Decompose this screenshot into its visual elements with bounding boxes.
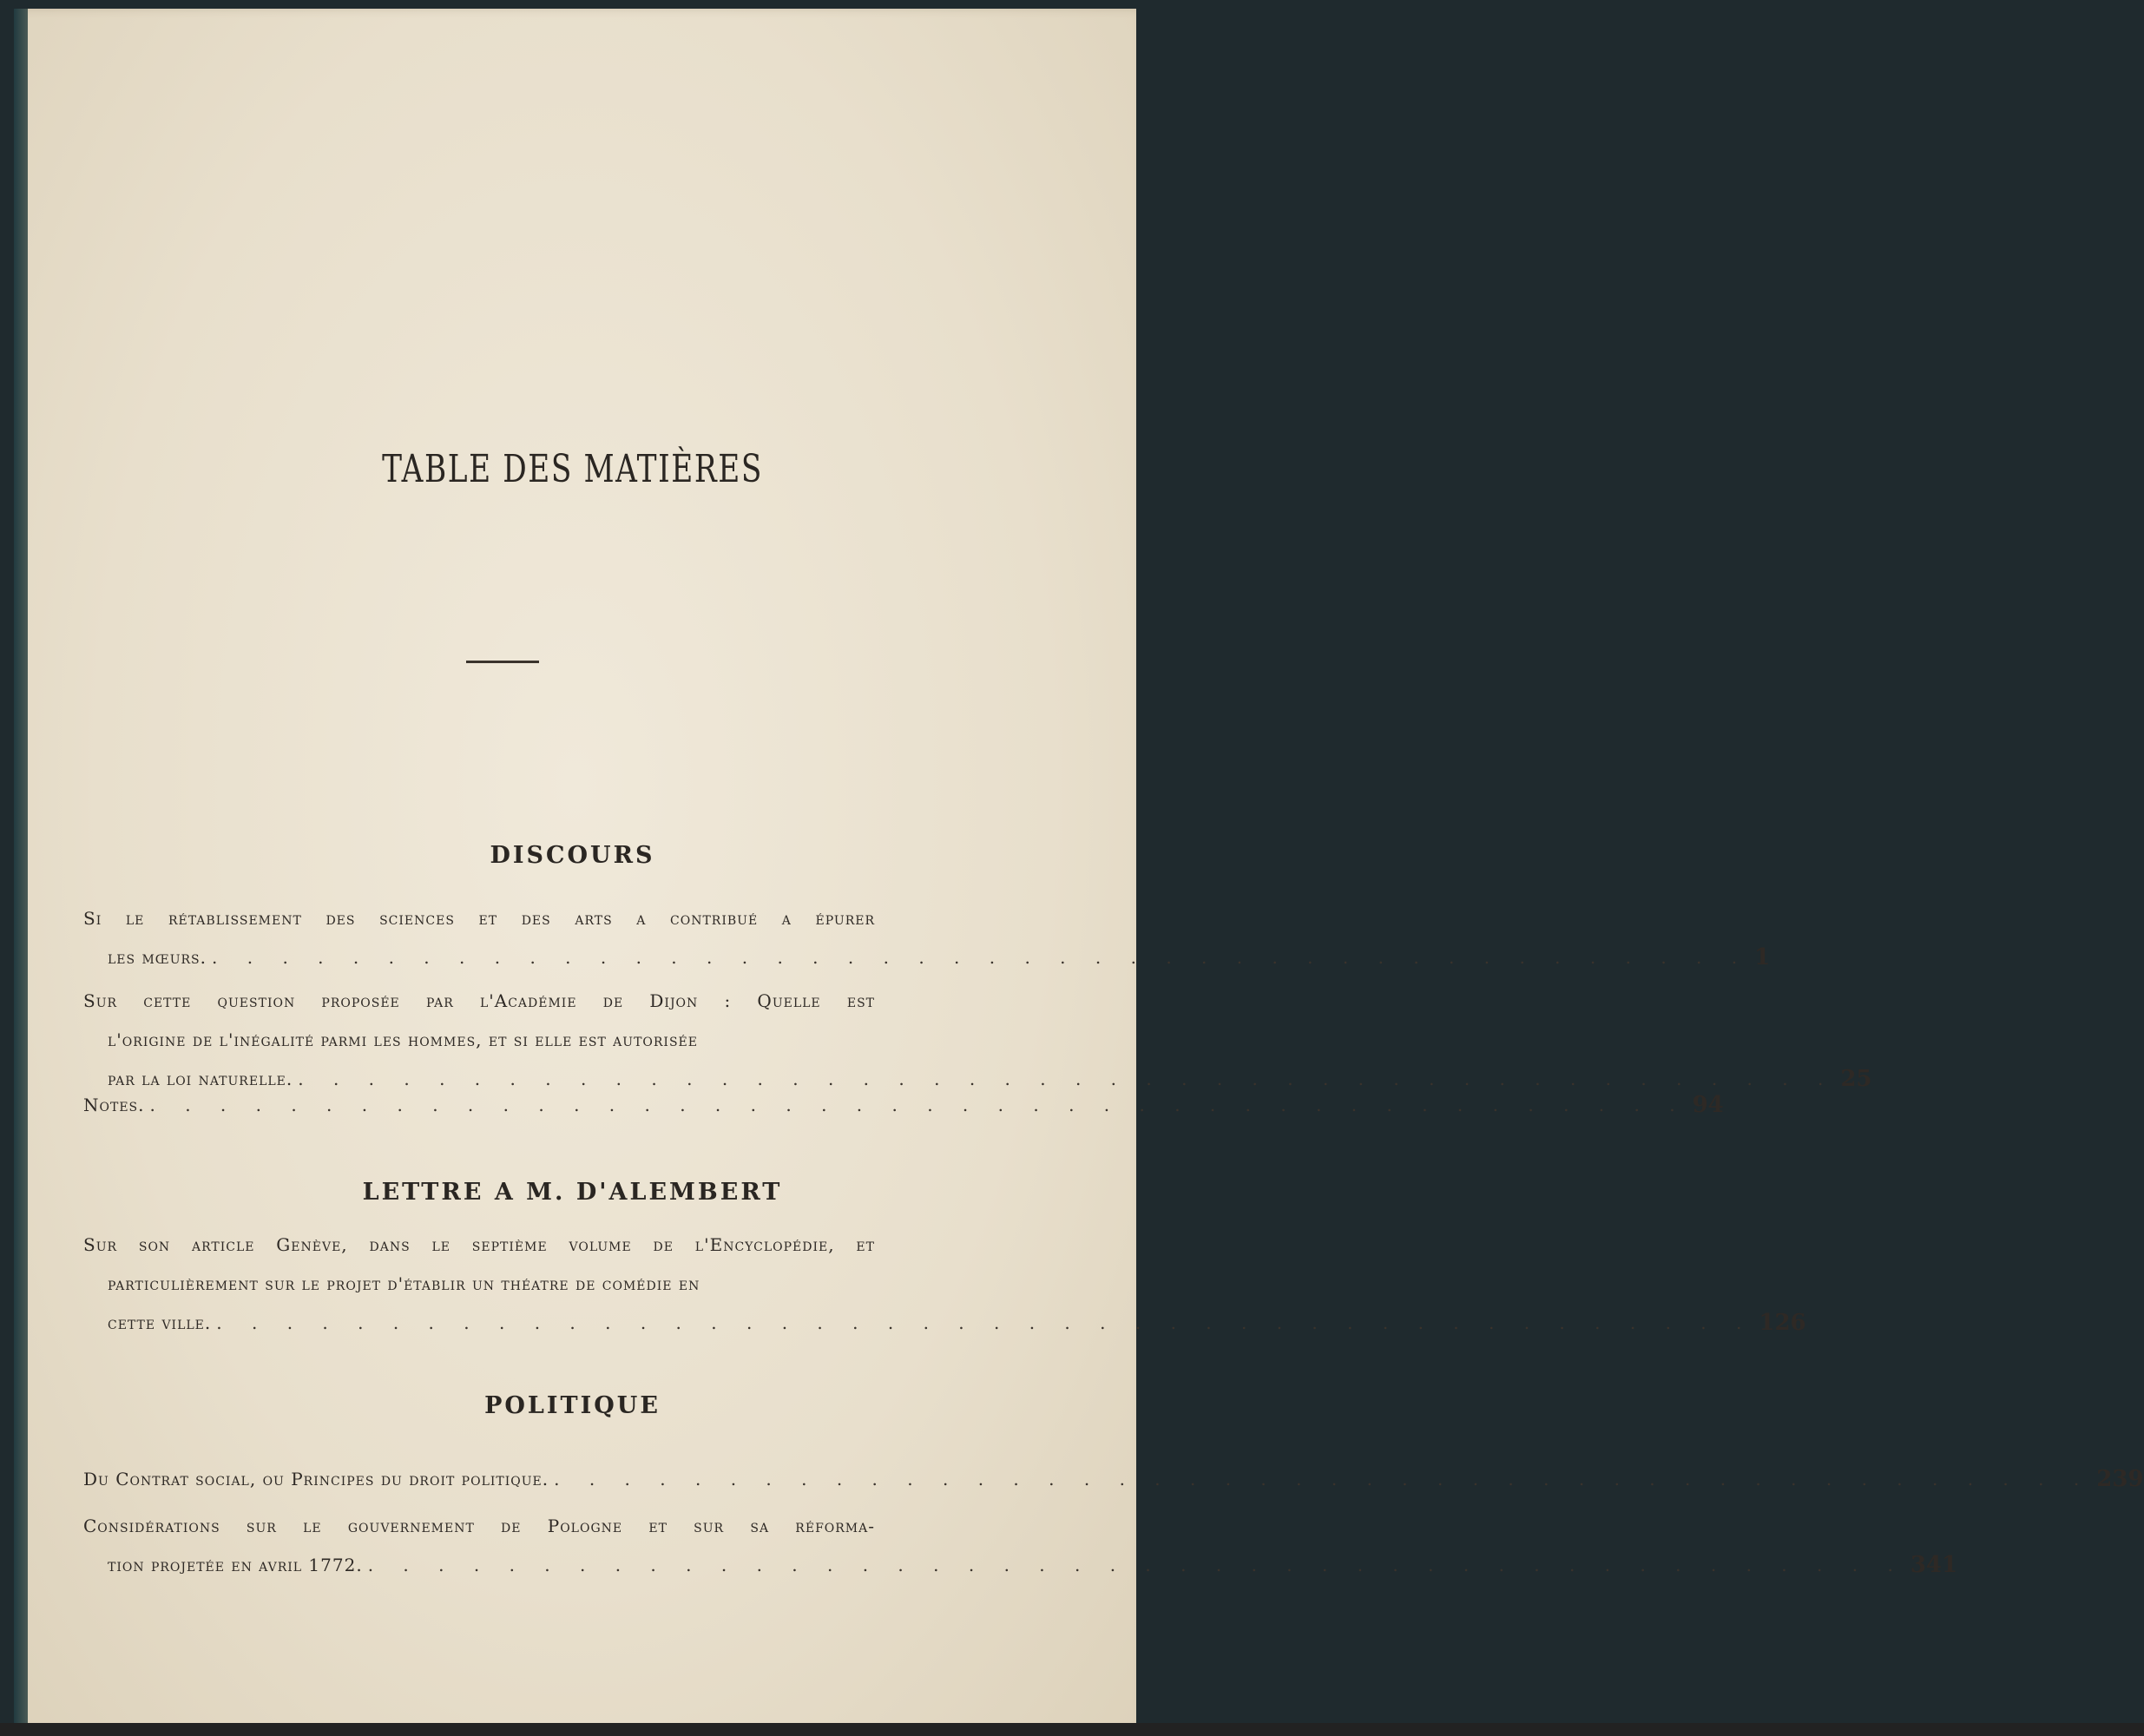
title-rule [466, 661, 539, 663]
page-number: 94 [1692, 1092, 1724, 1118]
page-number: 1 [1754, 944, 1771, 970]
entry-line: Du Contrat social, ou Principes du droit politique. [83, 1469, 549, 1489]
entry-line: Sur son article Genève, dans le septième volume de l'Encyclopédie, et [83, 1234, 875, 1255]
page-bottom-edge [0, 1723, 2144, 1736]
book-binding [14, 9, 28, 1732]
entry-line: Notes. [83, 1095, 145, 1115]
entry-line: Considérations sur le gouvernement de Pologne et sur sa réforma- [83, 1516, 875, 1536]
entry-line: les mœurs. [108, 947, 207, 968]
leader-dots: . . . . . . . . . . . . . . . . . . . . . . . . . . . . . . . . . . . . . . . . . . . . [554, 1469, 2092, 1489]
page-number: 126 [1759, 1310, 1806, 1336]
leader-dots: . . . . . . . . . . . . . . . . . . . . . . . . . . . . . . . . . . . . . . . . . . . . [216, 1312, 1754, 1333]
entry-line: particulièrement sur le projet d'établir un théatre de comédie en [108, 1273, 700, 1294]
toc-entry [83, 1460, 2144, 1499]
leader-dots: . . . . . . . . . . . . . . . . . . . . . . . . . . . . . . . . . . . . . . . . . . . . [212, 947, 1750, 968]
entry-line: cette ville. [108, 1312, 212, 1333]
leader-dots: . . . . . . . . . . . . . . . . . . . . . . . . . . . . . . . . . . . . . . . . . . . . [367, 1555, 1905, 1575]
page-title: TABLE DES MATIÈRES [382, 447, 763, 491]
section-heading-politique: POLITIQUE [484, 1392, 661, 1419]
toc-entry [83, 1226, 1806, 1343]
toc-entry [83, 1507, 1958, 1585]
entry-line: l'origine de l'inégalité parmi les hommes, et si elle est autorisée [108, 1029, 698, 1050]
page-number: 25 [1840, 1066, 1872, 1092]
leader-dots: . . . . . . . . . . . . . . . . . . . . . . . . . . . . . . . . . . . . . . . . . . . . [298, 1069, 1836, 1089]
toc-entry [83, 899, 1771, 977]
entry-line: Si le rétablissement des sciences et des arts a contribué a épurer [83, 908, 875, 929]
toc-entry [83, 1086, 1724, 1125]
entry-line: tion projetée en avril 1772. [108, 1555, 363, 1575]
section-heading-discours: DISCOURS [490, 842, 655, 869]
toc-entry [83, 982, 1872, 1099]
page-number: 239 [2096, 1466, 2144, 1492]
leader-dots: . . . . . . . . . . . . . . . . . . . . . . . . . . . . . . . . . . . . . . . . . . . . [149, 1095, 1687, 1115]
entry-line: Sur cette question proposée par l'Académie de Dijon : Quelle est [83, 990, 875, 1011]
section-heading-lettre: LETTRE A M. D'ALEMBERT [362, 1179, 783, 1206]
page-number: 341 [1910, 1552, 1958, 1578]
entry-line: par la loi naturelle. [108, 1069, 293, 1089]
